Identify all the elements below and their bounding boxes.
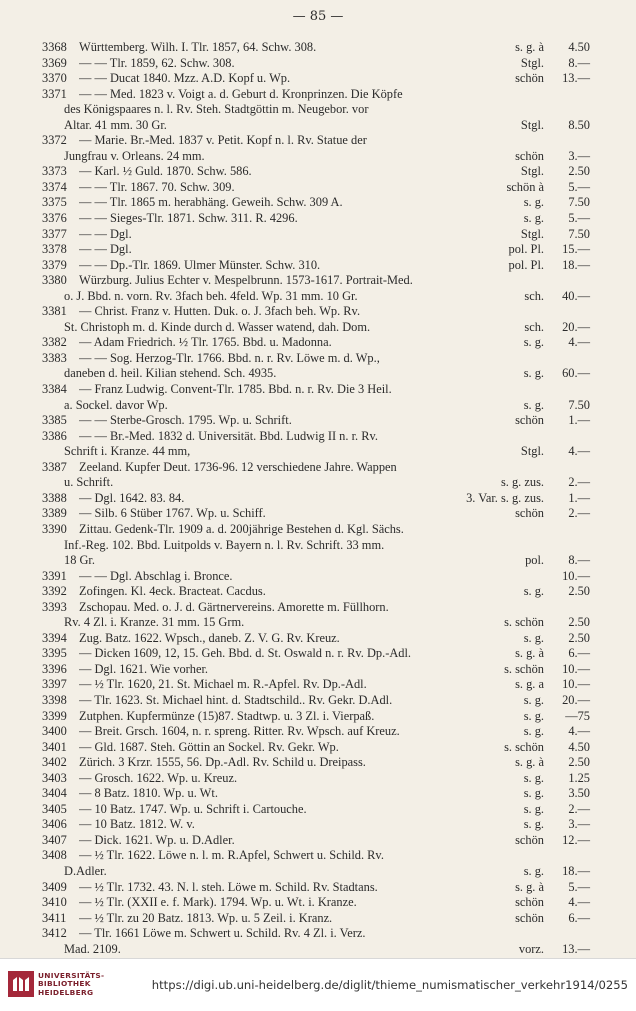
lot-number: 3402 xyxy=(42,755,67,770)
entry-continuation-line xyxy=(42,942,590,958)
entry-line xyxy=(42,429,590,445)
price: 4.50 xyxy=(568,40,590,54)
price: 60.— xyxy=(562,366,590,381)
price: 8.— xyxy=(568,553,590,568)
lot-number: 3376 xyxy=(42,211,67,226)
entry-line xyxy=(42,242,590,258)
lot-number: 3409 xyxy=(42,879,67,894)
entry-continuation-line xyxy=(42,149,590,165)
price: 20.— xyxy=(562,319,590,334)
price: 5.— xyxy=(568,211,590,226)
entry-continuation-line xyxy=(42,475,590,491)
price: 15.— xyxy=(562,242,590,257)
entry-line xyxy=(42,895,590,911)
condition-grade: s. g. xyxy=(523,584,544,599)
entry-line xyxy=(42,569,590,585)
entry-description: Altar. 41 mm. 30 Gr. xyxy=(64,117,167,132)
entry-description: — Gld. 1687. Steh. Göttin an Sockel. Rv. Gekr. Wp. xyxy=(79,739,339,754)
entry-line xyxy=(42,926,590,942)
lot-number: 3369 xyxy=(42,55,67,70)
condition-grade: s. g. xyxy=(523,630,544,645)
entry-continuation-line xyxy=(42,615,590,631)
entry-description: 18 Gr. xyxy=(64,553,95,568)
entry-description: — ½ Tlr. (XXII e. f. Mark). 1794. Wp. u. Wt. i. Kranze. xyxy=(79,895,357,910)
entry-line xyxy=(42,786,590,802)
entry-description: — Adam Friedrich. ½ Tlr. 1765. Bbd. u. Madonna. xyxy=(79,335,332,350)
entry-line xyxy=(42,631,590,647)
condition-grade: pol. Pl. xyxy=(508,242,544,257)
lot-number: 3382 xyxy=(42,335,67,350)
price: 12.— xyxy=(562,832,590,847)
condition-grade: s. g. a xyxy=(515,677,544,692)
condition-grade: pol. Pl. xyxy=(508,257,544,272)
price: 1.25 xyxy=(568,770,590,785)
lot-number: 3398 xyxy=(42,692,67,707)
condition-grade: s. g. zus. xyxy=(500,475,544,490)
lot-number: 3390 xyxy=(42,521,67,536)
price: 4.50 xyxy=(568,739,590,754)
entry-line xyxy=(42,771,590,787)
entry-line xyxy=(42,693,590,709)
price: 40.— xyxy=(562,288,590,303)
entry-line xyxy=(42,600,590,616)
entry-line xyxy=(42,662,590,678)
entry-description: — Tlr. 1623. St. Michael hint. d. Stadtschild.. Rv. Gekr. D.Adl. xyxy=(79,692,393,707)
price: 5.— xyxy=(568,879,590,894)
lot-number: 3386 xyxy=(42,428,67,443)
lot-number: 3408 xyxy=(42,848,67,863)
entry-description: — Dgl. 1642. 83. 84. xyxy=(79,490,185,505)
entry-line xyxy=(42,755,590,771)
entry-description: Zeeland. Kupfer Deut. 1736-96. 12 verschiedene Jahre. Wappen xyxy=(79,459,397,474)
heidelberg-library-logo-icon[interactable] xyxy=(8,971,34,997)
entry-description: — — Dgl. Abschlag i. Bronce. xyxy=(79,568,233,583)
lot-number: 3375 xyxy=(42,195,67,210)
library-name xyxy=(38,972,104,997)
lot-number: 3381 xyxy=(42,304,67,319)
price: 8.— xyxy=(568,55,590,70)
lot-number: 3378 xyxy=(42,242,67,257)
price: 4.— xyxy=(568,444,590,459)
lot-number: 3395 xyxy=(42,646,67,661)
price: 7.50 xyxy=(568,226,590,241)
price: 18.— xyxy=(562,863,590,878)
catalogue-entries xyxy=(42,40,590,958)
entry-description: — Dicken 1609, 12, 15. Geh. Bbd. d. St. Oswald n. r. Rv. Dp.-Adl. xyxy=(79,646,412,661)
entry-description: St. Christoph m. d. Kinde durch d. Wasser watend, dah. Dom. xyxy=(64,319,371,334)
lot-number: 3394 xyxy=(42,630,67,645)
condition-grade: Stgl. xyxy=(520,444,544,459)
lot-number: 3368 xyxy=(42,40,67,54)
footer-bar xyxy=(0,958,636,1011)
entry-description: — Grosch. 1622. Wp. u. Kreuz. xyxy=(79,770,238,785)
condition-grade: s. schön xyxy=(504,615,544,630)
price: 18.— xyxy=(562,257,590,272)
entry-description: — ½ Tlr. 1732. 43. N. l. steh. Löwe m. Schild. Rv. Stadtans. xyxy=(79,879,378,894)
entry-description: — 10 Batz. 1747. Wp. u. Schrift i. Cartouche. xyxy=(79,801,307,816)
entry-description: — 8 Batz. 1810. Wp. u. Wt. xyxy=(79,786,218,801)
entry-line xyxy=(42,740,590,756)
lot-number: 3388 xyxy=(42,490,67,505)
price: 2.50 xyxy=(568,164,590,179)
entry-line xyxy=(42,227,590,243)
library-name-line: BIBLIOTHEK xyxy=(38,979,91,989)
price: 8.50 xyxy=(568,117,590,132)
entry-line xyxy=(42,71,590,87)
entry-line xyxy=(42,195,590,211)
entry-description: — Dick. 1621. Wp. u. D.Adler. xyxy=(79,832,235,847)
condition-grade: s. g. xyxy=(523,195,544,210)
lot-number: 3399 xyxy=(42,708,67,723)
entry-description: — Christ. Franz v. Hutten. Duk. o. J. 3fach beh. Wp. Rv. xyxy=(79,304,361,319)
entry-description: D.Adler. xyxy=(64,863,107,878)
price: 2.50 xyxy=(568,584,590,599)
entry-description: — 10 Batz. 1812. W. v. xyxy=(79,817,195,832)
entry-continuation-line xyxy=(42,102,590,118)
condition-grade: sch. xyxy=(524,288,544,303)
entry-description: — — Tlr. 1865 m. herabhäng. Geweih. Schw. 309 A. xyxy=(79,195,343,210)
entry-description: — Karl. ½ Guld. 1870. Schw. 586. xyxy=(79,164,252,179)
entry-line xyxy=(42,56,590,72)
price: 6.— xyxy=(568,910,590,925)
lot-number: 3392 xyxy=(42,584,67,599)
price: 10.— xyxy=(562,661,590,676)
condition-grade: schön xyxy=(515,71,544,86)
condition-grade: schön xyxy=(515,832,544,847)
price: 3.50 xyxy=(568,786,590,801)
lot-number: 3370 xyxy=(42,71,67,86)
entry-description: — — Sog. Herzog-Tlr. 1766. Bbd. n. r. Rv. Löwe m. d. Wp., xyxy=(79,350,380,365)
lot-number: 3391 xyxy=(42,568,67,583)
entry-description: Zittau. Gedenk-Tlr. 1909 a. d. 200jährige Bestehen d. Kgl. Sächs. xyxy=(79,521,404,536)
price: 2.— xyxy=(568,475,590,490)
entry-description: u. Schrift. xyxy=(64,475,114,490)
entry-description: Inf.-Reg. 102. Bbd. Luitpolds v. Bayern n. l. Rv. Schrift. 33 mm. xyxy=(64,537,385,552)
entry-description: Schrift i. Kranze. 44 mm, xyxy=(64,444,191,459)
entry-description: — — Tlr. 1867. 70. Schw. 309. xyxy=(79,179,235,194)
entry-description: Württemberg. Wilh. I. Tlr. 1857, 64. Schw. 308. xyxy=(79,40,317,54)
price: 4.— xyxy=(568,335,590,350)
entry-continuation-line xyxy=(42,118,590,134)
price: 2.50 xyxy=(568,630,590,645)
condition-grade: schön xyxy=(515,895,544,910)
entry-line xyxy=(42,211,590,227)
condition-grade: s. g. à xyxy=(515,755,544,770)
lot-number: 3379 xyxy=(42,257,67,272)
entry-line xyxy=(42,677,590,693)
lot-number: 3371 xyxy=(42,86,67,101)
entry-line xyxy=(42,880,590,896)
entry-continuation-line xyxy=(42,398,590,414)
condition-grade: s. g. xyxy=(523,397,544,412)
entry-line xyxy=(42,584,590,600)
condition-grade: Stgl. xyxy=(520,226,544,241)
condition-grade: schön à xyxy=(506,179,544,194)
condition-grade: s. g. xyxy=(523,817,544,832)
price: 4.— xyxy=(568,724,590,739)
condition-grade: s. g. xyxy=(523,770,544,785)
entry-description: — — Dgl. xyxy=(79,242,132,257)
entry-line xyxy=(42,491,590,507)
entry-line xyxy=(42,506,590,522)
entry-description: — Breit. Grsch. 1604, n. r. spreng. Ritter. Rv. Wpsch. auf Kreuz. xyxy=(79,724,400,739)
condition-grade: vorz. xyxy=(518,941,544,956)
entry-continuation-line xyxy=(42,320,590,336)
entry-line xyxy=(42,180,590,196)
entry-continuation-line xyxy=(42,538,590,554)
condition-grade: s. g. xyxy=(523,863,544,878)
lot-number: 3373 xyxy=(42,164,67,179)
condition-grade: schön xyxy=(515,148,544,163)
entry-line xyxy=(42,817,590,833)
entry-description: Mad. 2109. xyxy=(64,941,121,956)
entry-description: — Franz Ludwig. Convent-Tlr. 1785. Bbd. n. r. Rv. Die 3 Heil. xyxy=(79,382,392,397)
price: 13.— xyxy=(562,71,590,86)
condition-grade: s. g. à xyxy=(515,40,544,54)
lot-number: 3403 xyxy=(42,770,67,785)
condition-grade: s. g. xyxy=(523,724,544,739)
price: 2.— xyxy=(568,506,590,521)
condition-grade: s. g. à xyxy=(515,879,544,894)
entry-description: Zug. Batz. 1622. Wpsch., daneb. Z. V. G. Rv. Kreuz. xyxy=(79,630,340,645)
lot-number: 3397 xyxy=(42,677,67,692)
price: 7.50 xyxy=(568,397,590,412)
lot-number: 3384 xyxy=(42,382,67,397)
condition-grade: s. g. xyxy=(523,801,544,816)
entry-description: — ½ Tlr. 1620, 21. St. Michael m. R.-Apfel. Rv. Dp.-Adl. xyxy=(79,677,367,692)
entry-continuation-line xyxy=(42,553,590,569)
lot-number: 3385 xyxy=(42,413,67,428)
condition-grade: Stgl. xyxy=(520,117,544,132)
condition-grade: Stgl. xyxy=(520,55,544,70)
entry-line xyxy=(42,833,590,849)
source-url-link[interactable]: https://digi.ub.uni-heidelberg.de/diglit/thieme_numismatischer_verkehr1914/0255 xyxy=(151,978,628,992)
condition-grade: sch. xyxy=(524,319,544,334)
price: 13.— xyxy=(562,941,590,956)
entry-continuation-line xyxy=(42,289,590,305)
entry-description: des Königspaares n. l. Rv. Steh. Stadtgöttin m. Neugebor. vor xyxy=(64,102,369,117)
entry-line xyxy=(42,709,590,725)
lot-number: 3406 xyxy=(42,817,67,832)
entry-line xyxy=(42,304,590,320)
condition-grade: s. g. à xyxy=(515,646,544,661)
entry-description: — — Ducat 1840. Mzz. A.D. Kopf u. Wp. xyxy=(79,71,291,86)
entry-description: — — Tlr. 1859, 62. Schw. 308. xyxy=(79,55,235,70)
entry-description: — ½ Tlr. zu 20 Batz. 1813. Wp. u. 5 Zeil. i. Kranz. xyxy=(79,910,333,925)
condition-grade: pol. xyxy=(525,553,544,568)
entry-description: — ½ Tlr. 1622. Löwe n. l. m. R.Apfel, Schwert u. Schild. Rv. xyxy=(79,848,384,863)
entry-continuation-line xyxy=(42,366,590,382)
price: 4.— xyxy=(568,895,590,910)
lot-number: 3401 xyxy=(42,739,67,754)
entry-continuation-line xyxy=(42,444,590,460)
entry-description: Würzburg. Julius Echter v. Mespelbrunn. 1573-1617. Portrait-Med. xyxy=(79,273,413,288)
price: 1.— xyxy=(568,413,590,428)
lot-number: 3383 xyxy=(42,350,67,365)
price: 2.— xyxy=(568,801,590,816)
condition-grade: schön xyxy=(515,413,544,428)
lot-number: 3410 xyxy=(42,895,67,910)
condition-grade: s. g. xyxy=(523,692,544,707)
entry-line xyxy=(42,802,590,818)
entry-description: — — Sieges-Tlr. 1871. Schw. 311. R. 4296. xyxy=(79,211,298,226)
entry-description: a. Sockel. davor Wp. xyxy=(64,397,168,412)
entry-line xyxy=(42,460,590,476)
entry-description: — — Dgl. xyxy=(79,226,132,241)
entry-description: Zutphen. Kupfermünze (15)87. Stadtwp. u. 3 Zl. i. Vierpaß. xyxy=(79,708,375,723)
condition-grade: s. g. xyxy=(523,335,544,350)
lot-number: 3411 xyxy=(42,910,67,925)
price: 10.— xyxy=(562,677,590,692)
lot-number: 3400 xyxy=(42,724,67,739)
condition-grade: s. schön xyxy=(504,739,544,754)
entry-description: Zofingen. Kl. 4eck. Bracteat. Cacdus. xyxy=(79,584,266,599)
condition-grade: Stgl. xyxy=(520,164,544,179)
lot-number: 3377 xyxy=(42,226,67,241)
price: 2.50 xyxy=(568,755,590,770)
condition-grade: s. g. xyxy=(523,786,544,801)
entry-line xyxy=(42,911,590,927)
entry-line xyxy=(42,40,590,56)
entry-line xyxy=(42,133,590,149)
price: 6.— xyxy=(568,646,590,661)
condition-grade: s. schön xyxy=(504,661,544,676)
page-number: — 85 — xyxy=(292,9,344,24)
lot-number: 3372 xyxy=(42,133,67,148)
price: —75 xyxy=(565,708,590,723)
entry-description: — — Sterbe-Grosch. 1795. Wp. u. Schrift. xyxy=(79,413,292,428)
lot-number: 3393 xyxy=(42,599,67,614)
price: 20.— xyxy=(562,692,590,707)
lot-number: 3396 xyxy=(42,661,67,676)
condition-grade: s. g. xyxy=(523,211,544,226)
entry-description: daneben d. heil. Kilian stehend. Sch. 4935. xyxy=(64,366,277,381)
lot-number: 3380 xyxy=(42,273,67,288)
lot-number: 3404 xyxy=(42,786,67,801)
lot-number: 3405 xyxy=(42,801,67,816)
entry-line xyxy=(42,848,590,864)
condition-grade: s. g. xyxy=(523,708,544,723)
price: 5.— xyxy=(568,179,590,194)
entry-description: — Tlr. 1661 Löwe m. Schwert u. Schild. Rv. 4 Zl. i. Verz. xyxy=(79,926,366,941)
entry-line xyxy=(42,413,590,429)
entry-description: Rv. 4 Zl. i. Kranze. 31 mm. 15 Grm. xyxy=(64,615,245,630)
entry-line xyxy=(42,351,590,367)
entry-description: — — Br.-Med. 1832 d. Universität. Bbd. Ludwig II n. r. Rv. xyxy=(79,428,378,443)
entry-line xyxy=(42,273,590,289)
lot-number: 3374 xyxy=(42,179,67,194)
price: 1.— xyxy=(568,490,590,505)
entry-description: — Marie. Br.-Med. 1837 v. Petit. Kopf n. l. Rv. Statue der xyxy=(79,133,367,148)
entry-description: — — Dp.-Tlr. 1869. Ulmer Münster. Schw. 310. xyxy=(79,257,321,272)
price: 3.— xyxy=(568,148,590,163)
entry-line xyxy=(42,258,590,274)
library-name-line: UNIVERSITÄTS- xyxy=(38,971,105,980)
entry-line xyxy=(42,335,590,351)
condition-grade: s. g. xyxy=(523,366,544,381)
entry-description: — — Med. 1823 v. Voigt a. d. Geburt d. Kronprinzen. Die Köpfe xyxy=(79,86,403,101)
entry-description: Zürich. 3 Krzr. 1555, 56. Dp.-Adl. Rv. Schild u. Dreipass. xyxy=(79,755,366,770)
condition-grade: 3. Var. s. g. zus. xyxy=(466,490,544,505)
library-name-line: HEIDELBERG xyxy=(38,987,94,997)
entry-description: Zschopau. Med. o. J. d. Gärtnervereins. Amorette m. Füllhorn. xyxy=(79,599,389,614)
lot-number: 3389 xyxy=(42,506,67,521)
lot-number: 3387 xyxy=(42,459,67,474)
price: 10.— xyxy=(562,568,590,583)
condition-grade: schön xyxy=(515,910,544,925)
entry-continuation-line xyxy=(42,864,590,880)
lot-number: 3407 xyxy=(42,832,67,847)
condition-grade: schön xyxy=(515,506,544,521)
entry-line xyxy=(42,382,590,398)
entry-description: — Silb. 6 Stüber 1767. Wp. u. Schiff. xyxy=(79,506,266,521)
lot-number: 3412 xyxy=(42,926,67,941)
entry-line xyxy=(42,522,590,538)
entry-line xyxy=(42,164,590,180)
price: 3.— xyxy=(568,817,590,832)
entry-description: — Dgl. 1621. Wie vorher. xyxy=(79,661,209,676)
entry-description: o. J. Bbd. n. vorn. Rv. 3fach beh. 4feld. Wp. 31 mm. 10 Gr. xyxy=(64,288,358,303)
entry-line xyxy=(42,646,590,662)
entry-line xyxy=(42,724,590,740)
entry-description: Jungfrau v. Orleans. 24 mm. xyxy=(64,148,205,163)
price: 7.50 xyxy=(568,195,590,210)
price: 2.50 xyxy=(568,615,590,630)
entry-line xyxy=(42,87,590,103)
